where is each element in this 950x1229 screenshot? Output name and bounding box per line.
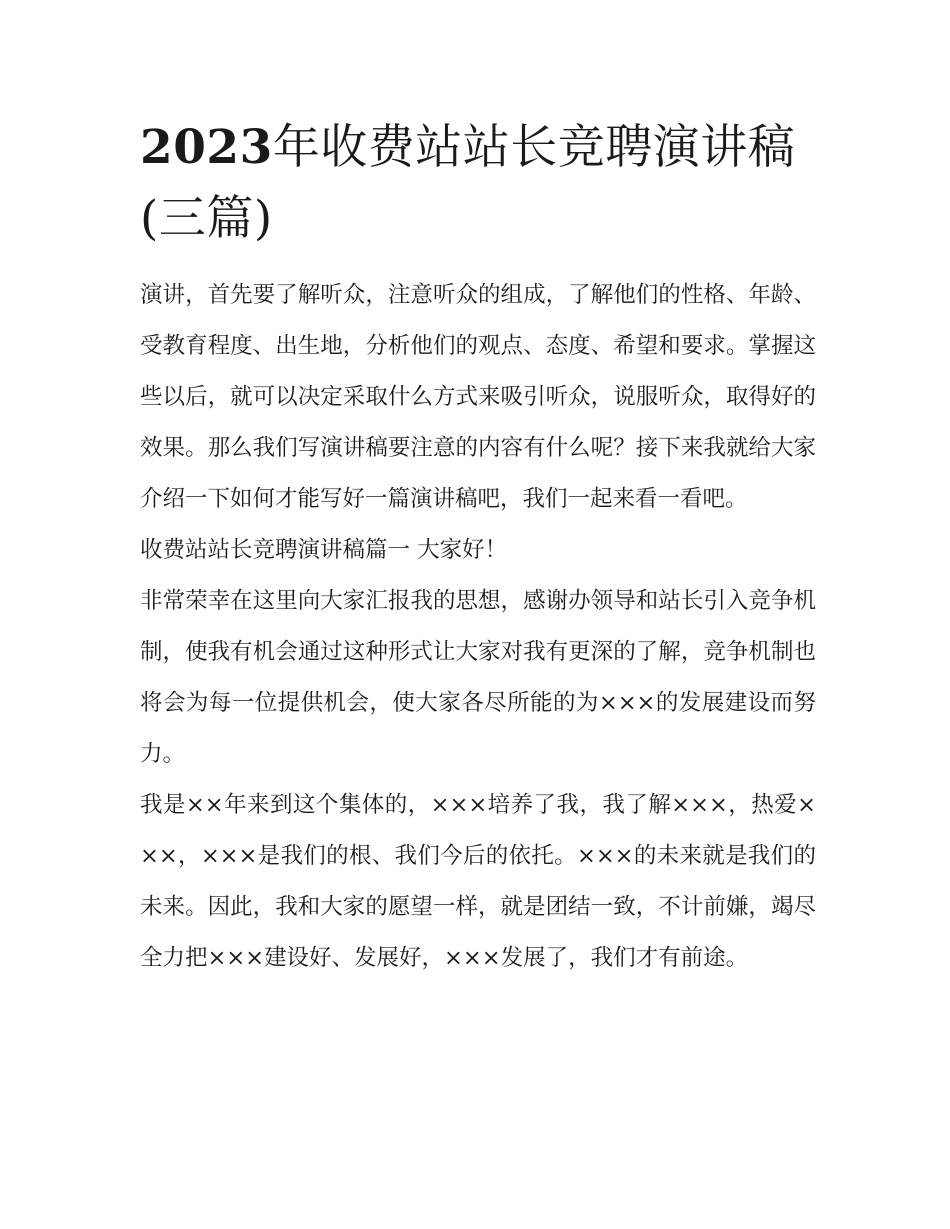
body-paragraph: 我是××年来到这个集体的，×××培养了我，我了解×××，热爱×××，×××是我们的根、我们今后的依托。×××的未来就是我们的未来。因此，我和大家的愿望一样，就是团结一致，不计前嫌，竭尽全力把×××建设好、发展好，×××发展了，我们才有前途。 <box>140 792 816 971</box>
document-page <box>140 112 816 984</box>
section-heading: 收费站站长竞聘演讲稿篇一 大家好！ <box>140 537 508 563</box>
title-year: 2023 <box>140 120 273 175</box>
document-body <box>140 270 816 984</box>
document-title <box>140 112 816 254</box>
intro-paragraph: 演讲，首先要了解听众，注意听众的组成，了解他们的性格、年龄、受教育程度、出生地，分析他们的观点、态度、希望和要求。掌握这些以后，就可以决定采取什么方式来吸引听众，说服听众，取得好的效果。那么我们写演讲稿要注意的内容有什么呢？接下来我就给大家介绍一下如何才能写好一篇演讲稿吧，我们一起来看一看吧。 <box>140 282 816 512</box>
body-paragraph: 非常荣幸在这里向大家汇报我的思想，感谢办领导和站长引入竞争机制，使我有机会通过这种形式让大家对我有更深的了解，竞争机制也将会为每一位提供机会，使大家各尽所能的为×××的发展建设而努力。 <box>140 588 816 767</box>
title-text: 年收费站站长竞聘演讲稿(三篇) <box>140 120 796 246</box>
